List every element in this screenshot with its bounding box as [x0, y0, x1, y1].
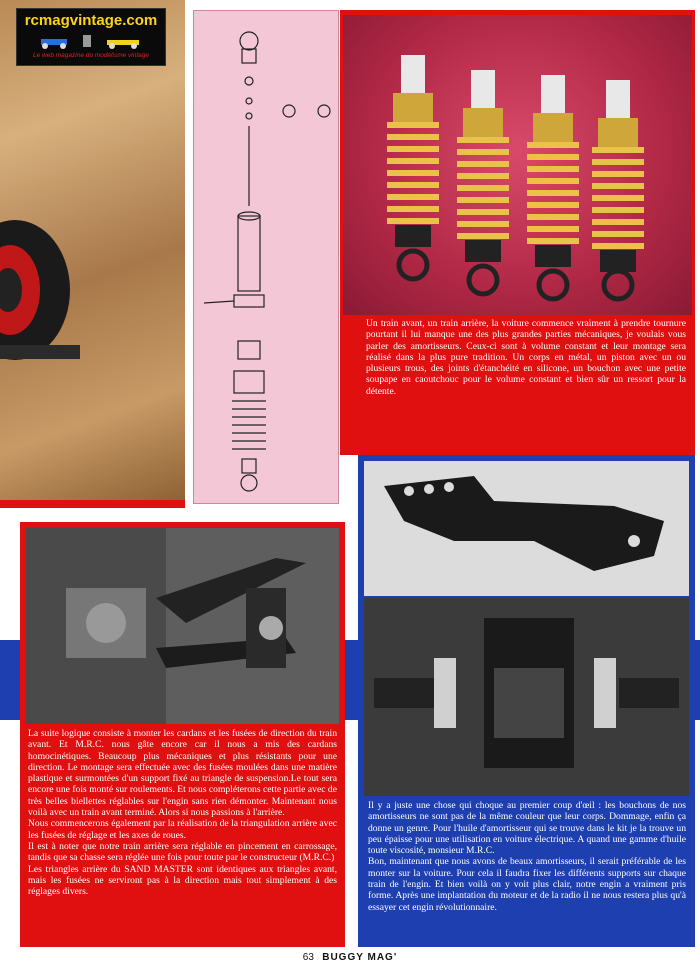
- page-footer: [0, 952, 700, 974]
- shock-plate-photo: [364, 461, 689, 596]
- page-number: 63: [302, 952, 314, 963]
- site-logo: [16, 8, 166, 66]
- left-red-bar: [0, 500, 185, 508]
- logo-cars-icon: [37, 33, 147, 49]
- front-axle-photo: [26, 528, 339, 724]
- front-axle-illustration: [26, 528, 339, 724]
- front-axle-caption-text: La suite logique consiste à monter les cardans et les fusées de direction du train avant. Et M.R.C. nous gâte encore car il nous a mis des cardans homocinétiques. Beaucoup plus mécaniques et plus résistants pour une direction. Le montage sera effectuée avec des fusées moulées dans une matière plastique et surmontées d'un support fixé au triangle de suspension.Le tout sera encore une fois monté sur roulements. Et nous compléterons cette partie avec de très belles biellettes réglables sur l'engin sans rien démonter. Maintenant nous voilà avec un train avant terminé. Alors si nous passions à l'arrière. Nous commencerons également par la réalisation de la triangulation arrière avec les fusées de réglage et les axes de roues. Il est à noter que notre train arrière sera réglable en pincement en carrossage, tandis que sa chasse sera réglée une fois pour toute par le constructeur (M.R.C.) Les triangles arrière du SAND MASTER sont identiques aux triangles avant, mais les fusées ne serviront pas à la direction mais tout simplement à des réglages divers.: [28, 728, 337, 898]
- logo-title: rcmagvintage.com: [24, 12, 158, 29]
- logo-subtitle: Le web magazine du modélisme vintage: [33, 52, 149, 59]
- chassis-photo: [364, 598, 689, 796]
- shock-plate-illustration: [364, 461, 689, 596]
- magazine-brand: BUGGY MAG': [322, 952, 398, 963]
- shocks-caption: [366, 318, 686, 444]
- chassis-illustration: [364, 598, 689, 796]
- buggy-wheel-image: [0, 210, 80, 370]
- shocks-illustration: [343, 15, 692, 315]
- diagram-drawing: [194, 11, 340, 505]
- shocks-photo: [343, 15, 692, 315]
- front-axle-caption: [28, 728, 337, 940]
- shock-exploded-diagram: [193, 10, 339, 504]
- final-caption: [368, 800, 686, 940]
- shocks-caption-text: Un train avant, un train arrière, la voiture commence vraiment à prendre tournure pourtant il lui manque une des plus grandes parties mécaniques, je voulais vous parler des amortisseurs. Ceux-ci sont à volume constant et leur montage sera réalisé dans la plus pure tradition. Un corps en métal, un piston avec un ou plusieurs trous, des joints d'étanchéité en silicone, un bouchon avec une petite soupape en caoutchouc pour le volume constant et bien sûr un ressort pour la détente.: [366, 318, 686, 397]
- final-caption-text: Il y a juste une chose qui choque au premier coup d'œil : les bouchons de nos amortisseurs ne sont pas de la même couleur que leur corps. Dommage, enfin ça donne un genre. Pour l'huile d'amortisseur qui se trouve dans le kit je la trouve un peu épaisse pour une utilisation en voiture électrique. A quand une gamme d'huile toute viscosité, monsieur M.R.C. Bon, maintenant que nous avons de beaux amortisseurs, il serait préférable de les monter sur la voiture. Pour cela il faudra fixer les différents supports sur chaque train de l'engin. Et bien voilà on y voit plus clair, notre engin a vraiment pris forme. Après une implantation du moteur et de la radio il ne nous restera plus qu'à essayer cet engin révolutionnaire.: [368, 800, 686, 913]
